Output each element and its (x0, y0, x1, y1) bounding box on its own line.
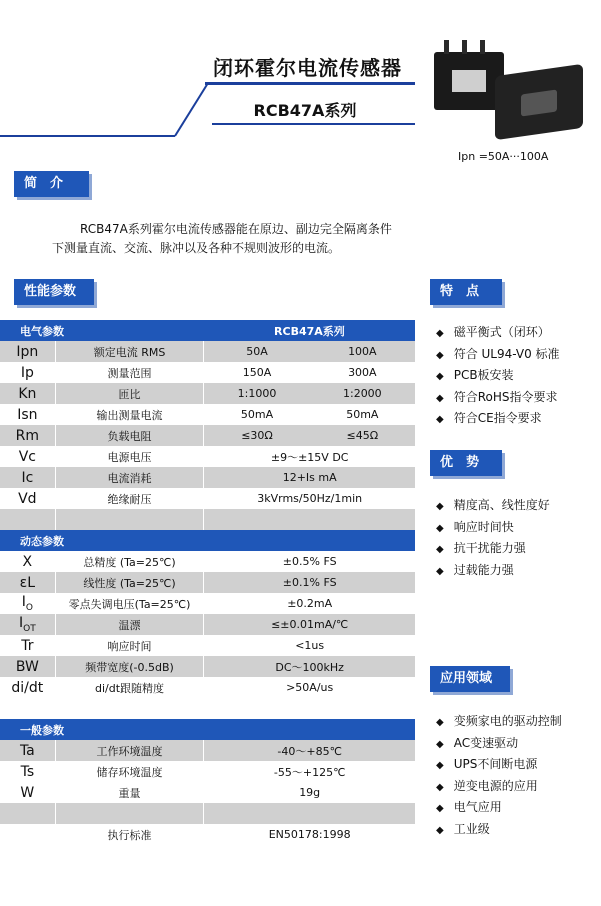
row-value: 12+Is mA (204, 467, 415, 488)
applications-tab: 应用领域 (430, 666, 510, 692)
row-symbol: Rm (0, 425, 55, 446)
table-row (0, 656, 415, 677)
table-row (0, 362, 415, 383)
row-value: ±9～±15V DC (204, 446, 415, 467)
row-value: ±0.1% FS (204, 572, 415, 593)
row-value-100a: 50mA (310, 404, 415, 425)
row-name: 绝缘耐压 (55, 488, 204, 509)
product-image-front (434, 52, 504, 110)
symbol-subscript: O (25, 602, 33, 613)
row-name: 工作环境温度 (55, 740, 204, 761)
product-image-angle (495, 64, 583, 140)
row-name: di/dt跟随精度 (55, 677, 204, 698)
table-row (0, 782, 415, 803)
list-item: ◆ 符合 UL94-V0 标准 (436, 344, 560, 366)
row-symbol (0, 824, 55, 845)
table-row (0, 425, 415, 446)
row-name: 输出测量电流 (55, 404, 204, 425)
row-value: 19g (204, 782, 415, 803)
general-header: 一般参数 (0, 719, 415, 740)
row-symbol: εL (0, 572, 55, 593)
advantages-list (436, 495, 550, 581)
electrical-header: 电气参数 (0, 320, 204, 341)
row-name: 额定电流 RMS (55, 341, 204, 362)
row-value-100a: 300A (310, 362, 415, 383)
table-row (0, 761, 415, 782)
list-item: ◆ 工业级 (436, 819, 562, 841)
symbol-main: I (18, 615, 24, 632)
row-symbol (0, 614, 55, 635)
row-symbol: Vd (0, 488, 55, 509)
row-value-100a: 100A (310, 341, 415, 362)
row-symbol: X (0, 551, 55, 572)
spec-tab: 性能参数 (14, 279, 94, 305)
intro-tab: 简 介 (14, 171, 89, 197)
row-value: DC～100kHz (204, 656, 415, 677)
list-item: ◆ 变频家电的驱动控制 (436, 711, 562, 733)
row-name: 温漂 (55, 614, 204, 635)
row-name: 线性度 (Ta=25℃) (55, 572, 204, 593)
row-value: -55～+125℃ (204, 761, 415, 782)
table-row-empty (0, 803, 415, 824)
list-item: ◆ 精度高、线性度好 (436, 495, 550, 517)
row-name: 重量 (55, 782, 204, 803)
list-item: ◆ UPS不间断电源 (436, 754, 562, 776)
row-name: 电流消耗 (55, 467, 204, 488)
row-value: ±0.2mA (204, 593, 415, 614)
row-symbol: Vc (0, 446, 55, 467)
list-item: ◆ 逆变电源的应用 (436, 776, 562, 798)
row-value-50a: 50A (204, 341, 310, 362)
table-row (0, 467, 415, 488)
row-name: 储存环境温度 (55, 761, 204, 782)
row-name: 响应时间 (55, 635, 204, 656)
row-value-50a: ≤30Ω (204, 425, 310, 446)
table-row (0, 614, 415, 635)
row-value: ±0.5% FS (204, 551, 415, 572)
row-name: 测量范围 (55, 362, 204, 383)
row-symbol: di/dt (0, 677, 55, 698)
list-item: ◆ 抗干扰能力强 (436, 538, 550, 560)
electrical-header-row (0, 320, 415, 341)
table-row (0, 488, 415, 509)
table-row (0, 593, 415, 614)
header-rule-bottom (212, 123, 415, 125)
row-name: 频带宽度(-0.5dB) (55, 656, 204, 677)
table-row (0, 383, 415, 404)
table-row (0, 404, 415, 425)
list-item: ◆ 过载能力强 (436, 560, 550, 582)
row-value: ≤±0.01mA/℃ (204, 614, 415, 635)
table-row (0, 572, 415, 593)
row-value: -40～+85℃ (204, 740, 415, 761)
row-symbol: W (0, 782, 55, 803)
row-value-50a: 1:1000 (204, 383, 310, 404)
symbol-main: I (21, 594, 26, 611)
table-row (0, 551, 415, 572)
symbol-subscript: OT (23, 623, 36, 634)
general-header-row (0, 719, 415, 740)
applications-list (436, 711, 562, 841)
product-title: 闭环霍尔电流传感器 (213, 56, 402, 80)
row-name: 执行标准 (55, 824, 204, 845)
features-tab: 特 点 (430, 279, 502, 305)
row-symbol: Ip (0, 362, 55, 383)
features-list (436, 322, 560, 430)
row-symbol: Isn (0, 404, 55, 425)
row-value: EN50178:1998 (204, 824, 415, 845)
row-value: 3kVrms/50Hz/1min (204, 488, 415, 509)
row-value-100a: ≤45Ω (310, 425, 415, 446)
row-symbol: Ts (0, 761, 55, 782)
list-item: ◆ PCB板安装 (436, 365, 560, 387)
list-item: ◆ 符合RoHS指令要求 (436, 387, 560, 409)
table-row (0, 446, 415, 467)
table-row (0, 635, 415, 656)
row-symbol: Tr (0, 635, 55, 656)
series-title: RCB47A系列 (253, 101, 357, 120)
table-row (0, 341, 415, 362)
list-item: ◆ 响应时间快 (436, 517, 550, 539)
table-row-empty (0, 509, 415, 530)
dynamic-header: 动态参数 (0, 530, 415, 551)
list-item: ◆ 电气应用 (436, 797, 562, 819)
list-item: ◆ 符合CE指令要求 (436, 408, 560, 430)
row-value-100a: 1:2000 (310, 383, 415, 404)
table-row-empty (0, 698, 415, 719)
row-symbol: BW (0, 656, 55, 677)
list-item: ◆ 磁平衡式（闭环） (436, 322, 560, 344)
table-row (0, 740, 415, 761)
row-value-50a: 50mA (204, 404, 310, 425)
current-range: Ipn =50A···100A (458, 150, 549, 163)
list-item: ◆ AC变速驱动 (436, 733, 562, 755)
intro-line-1: RCB47A系列霍尔电流传感器能在原边、副边完全隔离条件 (80, 222, 392, 236)
advantages-tab: 优 势 (430, 450, 502, 476)
row-name: 匝比 (55, 383, 204, 404)
row-symbol: Kn (0, 383, 55, 404)
row-name: 负载电阻 (55, 425, 204, 446)
table-row (0, 677, 415, 698)
spec-table (0, 320, 415, 845)
dynamic-header-row (0, 530, 415, 551)
row-value-50a: 150A (204, 362, 310, 383)
intro-text (52, 220, 412, 258)
table-row (0, 824, 415, 845)
row-symbol: Ipn (0, 341, 55, 362)
row-symbol (0, 593, 55, 614)
series-header: RCB47A系列 (204, 320, 415, 341)
header-diagonal-lines (0, 80, 240, 140)
row-value: <1us (204, 635, 415, 656)
row-symbol: Ic (0, 467, 55, 488)
row-symbol: Ta (0, 740, 55, 761)
row-name: 零点失调电压(Ta=25℃) (55, 593, 204, 614)
intro-line-2: 下测量直流、交流、脉冲以及各种不规则波形的电流。 (52, 241, 341, 255)
row-value: >50A/us (204, 677, 415, 698)
row-name: 总精度 (Ta=25℃) (55, 551, 204, 572)
row-name: 电源电压 (55, 446, 204, 467)
